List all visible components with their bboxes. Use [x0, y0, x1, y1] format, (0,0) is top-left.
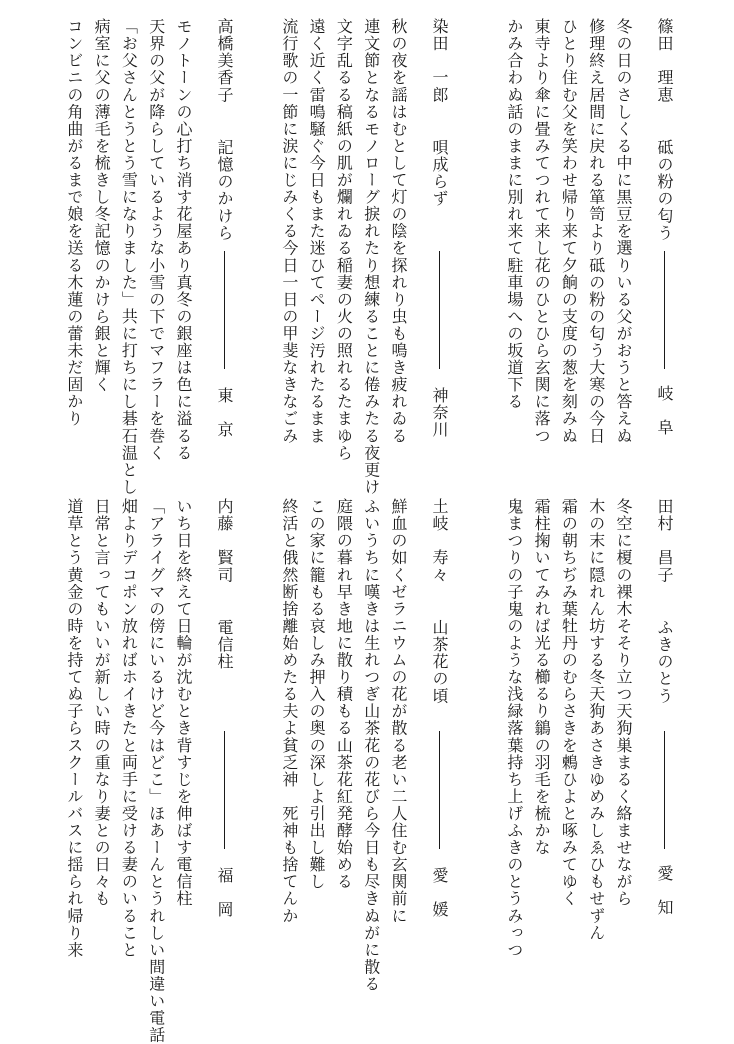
tanka-line: モノトーンの心打ち消す花屋あり真冬の銀座は色に溢るる — [174, 18, 193, 462]
prefecture: 神奈川 — [430, 386, 449, 438]
tanka-line: 「アライグマの傍にいるけど今はどこ」ほあーんとうれしい間違い電話 — [146, 498, 166, 1044]
tanka-line: 木の末に隠れん坊する冬天狗あさきゆめみしゑひもせずん — [586, 498, 606, 942]
tanka-line: 冬空に榎の裸木そそり立つ天狗巣まるく絡ませながら — [614, 498, 633, 908]
entry-someda — [276, 18, 453, 496]
tanka-line: 「お父さんとうとう雪になりました」共に打ちにし碁石温とし — [119, 18, 139, 496]
prefecture: 愛 媛 — [430, 866, 449, 918]
poem-title: ふきのとう — [655, 619, 674, 705]
prefecture: 愛 知 — [655, 864, 674, 916]
author-name: 高橋美香子 — [215, 18, 234, 104]
entry-header — [211, 18, 238, 438]
entry-tamura — [501, 498, 678, 959]
poem-title: 電信柱 — [215, 619, 234, 671]
tanka-line: 文字乱るる稿紙の肌が爛れゐる稲妻の火の照れるたまゆら — [334, 18, 354, 462]
tanka-line: 修理終え居間に戻れる箪笥より砥の粉の匂う大寒の今日 — [586, 18, 606, 445]
tanka-line: 鬼まつりの子鬼のような浅緑落葉持ち上げふきのとうみっつ — [504, 498, 524, 959]
tanka-line: 遠く近く雷鳴騒ぐ今日もまた迷ひてページ汚れたるまま — [307, 18, 327, 445]
tanka-line: いち日を終えて日輪が沈むとき背すじを伸ばす電信柱 — [174, 498, 193, 908]
author-name: 田村 昌子 — [655, 498, 674, 584]
tanka-line: 病室に父の薄毛を梳きし冬記憶のかけら銀と輝く — [92, 18, 112, 394]
prefecture: 東 京 — [215, 386, 234, 438]
tanka-line: 霜柱掬いてみれば光る櫛るり鶲の羽毛を梳かな — [532, 498, 552, 857]
tanka-line: 天界の父が降らしているような小雪の下でマフラーを巻く — [146, 18, 166, 462]
entry-naito — [61, 498, 238, 1044]
entry-toki — [276, 498, 453, 993]
author-name: 内藤 賢司 — [215, 498, 234, 584]
author-name: 染田 一郎 — [430, 18, 449, 104]
entry-header — [426, 498, 453, 918]
title-dash — [224, 251, 225, 369]
tanka-line: ふいうちに嘆きは生れつぎ山茶花の花びら今日も尽きぬがに散る — [361, 498, 381, 993]
title-dash — [664, 731, 665, 849]
entry-header — [211, 498, 238, 918]
poem-title: 記憶のかけら — [215, 139, 234, 242]
tanka-line: コンビニの角曲がるまで娘を送る木蓮の蕾未だ固かり — [64, 18, 84, 428]
tanka-line: 連文節となるモノローグ捩れたり想練ることに倦みたる夜更け — [361, 18, 381, 496]
prefecture: 福 岡 — [215, 866, 234, 918]
tanka-line: 流行歌の一節に涙にじみくる今日一日の甲斐なきなごみ — [279, 18, 299, 445]
title-dash — [224, 731, 225, 849]
poem-title: 唄成らず — [430, 139, 449, 208]
tanka-line: 畑よりデコポン放ればホイきたと両手に受ける妻のいること — [119, 498, 139, 959]
tanka-line: 日常と言ってもいいが新しい時の重なり妻との日々も — [92, 498, 112, 908]
poem-title: 山茶花の頃 — [430, 619, 449, 705]
entry-shinoda — [501, 18, 678, 445]
tanka-line: ひとり住む父を笑わせ帰り来て夕餉の支度の葱を刻みぬ — [559, 18, 579, 445]
tanka-line: 庭隈の暮れ早き地に散り積もる山茶花紅発酵始める — [334, 498, 354, 891]
entry-header — [651, 498, 678, 916]
title-dash — [439, 731, 440, 849]
tanka-line: この家に籠もる哀しみ押入の奥の深しよ引出し難し — [307, 498, 327, 891]
tanka-line: 道草とう黄金の時を持てぬ子らスクールバスに揺られ帰り来 — [64, 498, 84, 959]
author-name: 土岐 寿々 — [430, 498, 449, 584]
entry-header — [651, 18, 678, 436]
title-dash — [439, 251, 440, 369]
tanka-line: 東寺より傘に畳みてつれて来し花のひとひら玄関に落つ — [532, 18, 552, 445]
tanka-line: 終活と俄然断捨離始めたる夫よ貧乏神 死神も捨てんか — [279, 498, 299, 925]
entry-header — [426, 18, 453, 438]
tanka-line: 霜の朝ちぢみ葉牡丹のむらさきを鶫ひよと啄みてゆく — [559, 498, 579, 908]
author-name: 篠田 理恵 — [655, 18, 674, 104]
tanka-line: 鮮血の如くゼラニウムの花が散る老い二人住む玄関前に — [389, 498, 408, 925]
title-dash — [664, 251, 665, 369]
entry-takahashi — [61, 18, 238, 496]
tanka-line: 冬の日のさしくる中に黒豆を選りいる父がおうと答えぬ — [614, 18, 633, 445]
prefecture: 岐 阜 — [655, 384, 674, 436]
poem-title: 砥の粉の匂う — [655, 139, 674, 242]
tanka-line: かみ合わぬ話のままに別れ来て駐車場への坂道下る — [504, 18, 524, 411]
tanka-line: 秋の夜を謡はむとして灯の陰を探れり虫も鳴き疲れゐる — [389, 18, 408, 445]
